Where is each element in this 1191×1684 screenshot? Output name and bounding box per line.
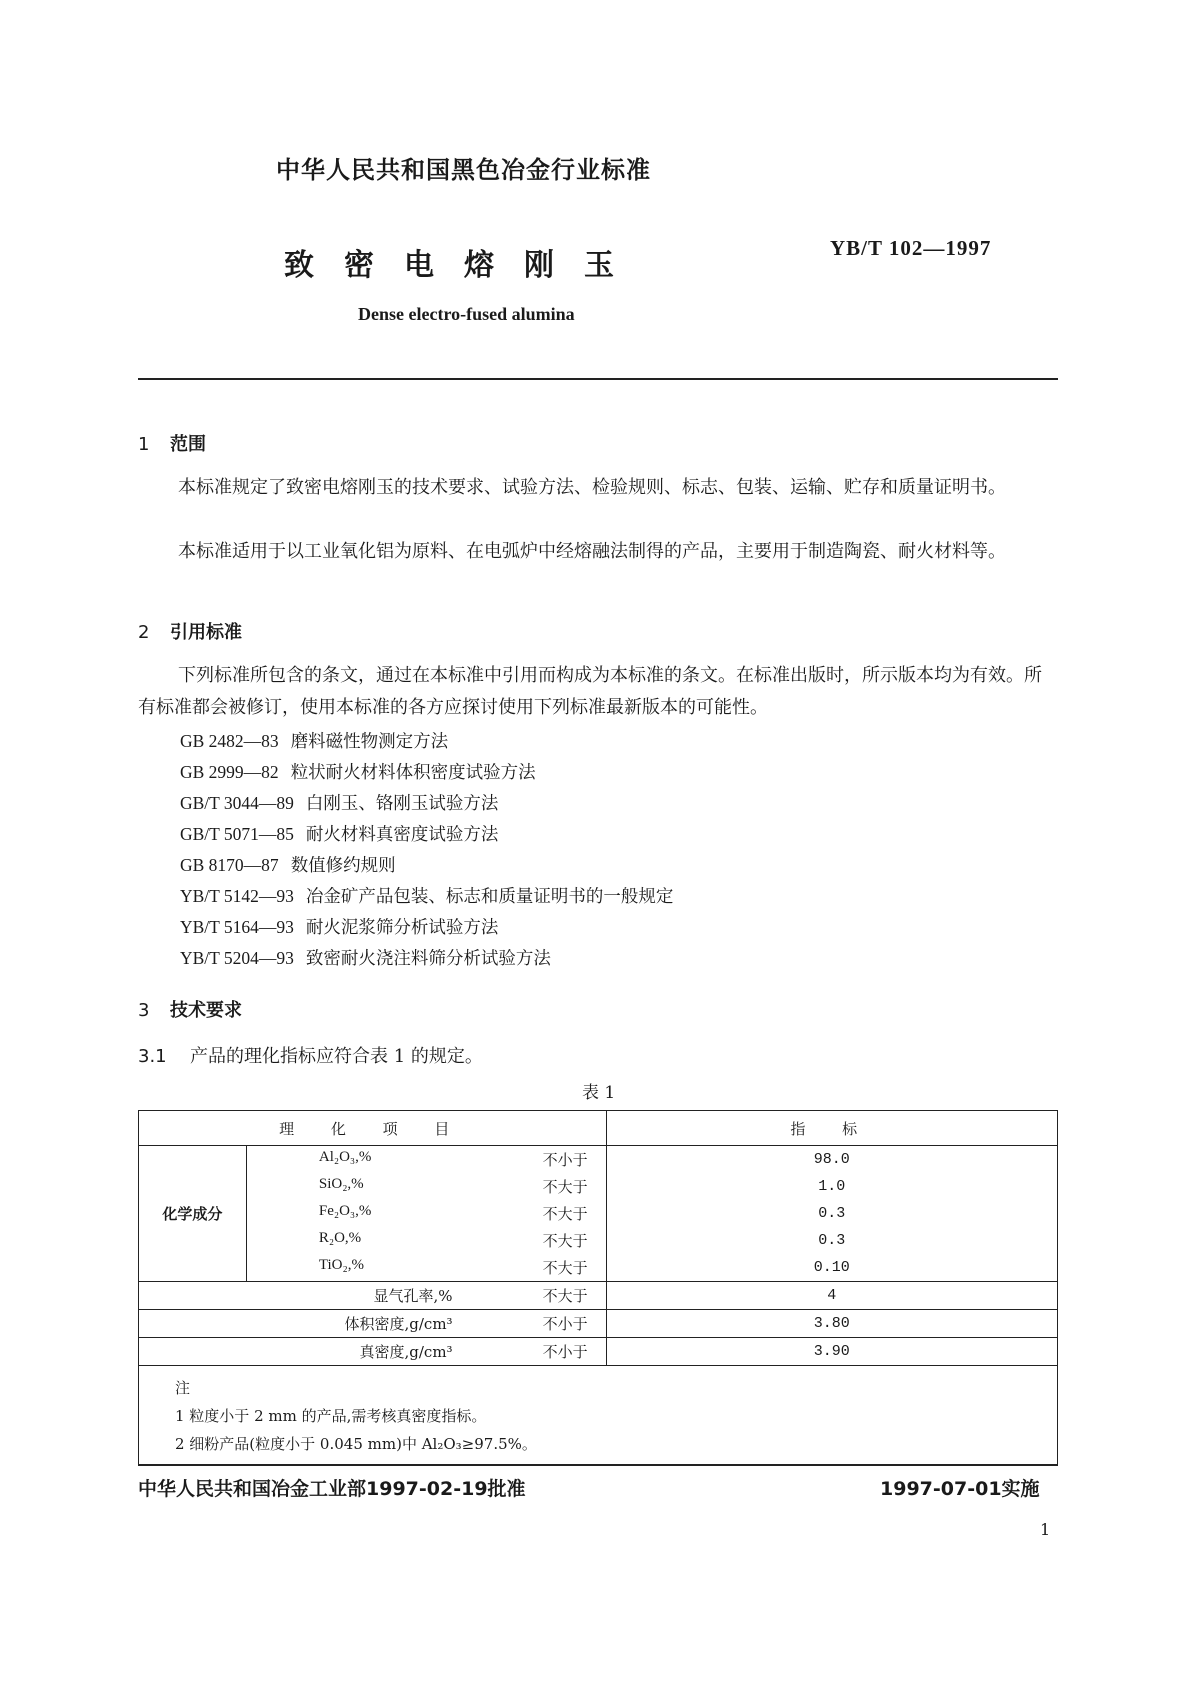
reference-item: [180, 914, 498, 939]
clause-text: 产品的理化指标应符合表 1 的规定。: [190, 1046, 483, 1067]
section-number: 2: [138, 622, 150, 643]
item-limit: 不大于: [542, 1232, 588, 1250]
reference-code: YB/T 5204—93: [180, 948, 294, 968]
footer-divider: [138, 1464, 1058, 1466]
value-cell: 3.90: [606, 1338, 1057, 1366]
table-row: [139, 1146, 1058, 1174]
section-3-heading: [138, 996, 242, 1022]
item-name: SiO₂,%: [318, 1176, 364, 1192]
table-row: [139, 1227, 1058, 1254]
item-name: 显气孔率,%: [373, 1287, 453, 1305]
value-cell: 3.80: [606, 1310, 1057, 1338]
reference-code: GB 2999—82: [180, 762, 279, 782]
reference-code: YB/T 5142—93: [180, 886, 294, 906]
item-cell: [139, 1310, 607, 1338]
column-header-value: 指 标: [606, 1111, 1057, 1146]
item-name: Fe₂O₃,%: [318, 1203, 372, 1219]
header-divider: [138, 378, 1058, 380]
item-limit: 不大于: [542, 1287, 588, 1305]
notes-label: 注: [175, 1379, 191, 1397]
page-number: 1: [1040, 1520, 1051, 1539]
section-2-heading: [138, 618, 242, 644]
reference-item: [180, 852, 396, 877]
item-cell: [139, 1338, 607, 1366]
item-cell: [246, 1200, 606, 1227]
value-cell: 0.3: [606, 1200, 1057, 1227]
table-caption: 表 1: [582, 1083, 616, 1103]
item-limit: 不大于: [542, 1178, 588, 1196]
item-name: Al₂O₃,%: [318, 1149, 372, 1165]
item-name: R₂O,%: [318, 1230, 362, 1246]
table-row: [139, 1338, 1058, 1366]
value-cell: 0.3: [606, 1227, 1057, 1254]
table-row: [139, 1200, 1058, 1227]
note-2: 2 细粉产品(粒度小于 0.045 mm)中 Al₂O₃≥97.5%。: [175, 1435, 537, 1453]
reference-code: GB/T 3044—89: [180, 793, 294, 813]
reference-code: GB/T 5071—85: [180, 824, 294, 844]
reference-item: [180, 790, 498, 815]
effective-date: 1997-07-01实施: [880, 1478, 1040, 1500]
table-notes: [139, 1366, 1058, 1465]
section-number: 3: [138, 1000, 150, 1021]
approval-statement: 中华人民共和国冶金工业部1997-02-19批准: [138, 1478, 526, 1500]
value-cell: 98.0: [606, 1146, 1057, 1174]
reference-item: [180, 759, 536, 784]
item-limit: 不小于: [542, 1315, 588, 1333]
item-cell: [246, 1146, 606, 1174]
reference-title: 粒状耐火材料体积密度试验方法: [290, 763, 536, 783]
section-title: 范围: [170, 434, 206, 455]
reference-code: YB/T 5164—93: [180, 917, 294, 937]
section-1-heading: [138, 430, 206, 456]
section-1-paragraph-2: 本标准适用于以工业氧化铝为原料、在电弧炉中经熔融法制得的产品，主要用于制造陶瓷、耐火材料等。: [178, 541, 1006, 562]
section-1-paragraph-1: 本标准规定了致密电熔刚玉的技术要求、试验方法、检验规则、标志、包装、运输、贮存和质量证明书。: [178, 477, 1006, 498]
section-title: 技术要求: [170, 1000, 242, 1021]
table-row: [139, 1310, 1058, 1338]
value-cell: 4: [606, 1282, 1057, 1310]
value-cell: 0.10: [606, 1254, 1057, 1282]
reference-title: 致密耐火浇注料筛分析试验方法: [305, 949, 551, 969]
item-cell: [139, 1282, 607, 1310]
section-number: 1: [138, 434, 150, 455]
item-cell: [246, 1254, 606, 1282]
reference-code: GB 2482—83: [180, 731, 279, 751]
table-row: [139, 1282, 1058, 1310]
reference-title: 耐火材料真密度试验方法: [305, 825, 499, 845]
reference-item: [180, 728, 448, 753]
table-row: [139, 1173, 1058, 1200]
reference-title: 冶金矿产品包装、标志和质量证明书的一般规定: [305, 887, 674, 907]
note-1: 1 粒度小于 2 mm 的产品,需考核真密度指标。: [175, 1407, 487, 1425]
column-header-item: 理 化 项 目: [139, 1111, 607, 1146]
table-row: [139, 1254, 1058, 1282]
properties-table: [138, 1110, 1058, 1465]
reference-title: 数值修约规则: [290, 856, 396, 876]
standard-code: YB/T 102—1997: [830, 236, 992, 260]
reference-item: [180, 945, 551, 970]
item-limit: 不大于: [542, 1259, 588, 1277]
reference-code: GB 8170—87: [180, 855, 279, 875]
item-limit: 不大于: [542, 1205, 588, 1223]
standard-issuer: 中华人民共和国黑色冶金行业标准: [276, 156, 651, 184]
table-header-row: [139, 1111, 1058, 1146]
clause-number: 3.1: [138, 1046, 167, 1067]
category-cell: 化学成分: [139, 1146, 247, 1282]
reference-item: [180, 883, 673, 908]
reference-title: 白刚玉、铬刚玉试验方法: [305, 794, 499, 814]
item-limit: 不小于: [542, 1343, 588, 1361]
item-limit: 不小于: [542, 1151, 588, 1169]
clause-3-1: [138, 1042, 483, 1068]
value-cell: 1.0: [606, 1173, 1057, 1200]
reference-item: [180, 821, 498, 846]
reference-title: 耐火泥浆筛分析试验方法: [305, 918, 499, 938]
document-title-cn: 致密电熔刚玉: [284, 248, 644, 283]
item-name: 体积密度,g/cm³: [344, 1315, 453, 1333]
section-2-paragraph-1: 下列标准所包含的条文，通过在本标准中引用而构成为本标准的条文。在标准出版时，所示版本均为有效。所有标准都会被修订，使用本标准的各方应探讨使用下列标准最新版本的可能性。: [138, 665, 1042, 718]
item-name: TiO₂,%: [318, 1257, 364, 1273]
reference-title: 磨料磁性物测定方法: [290, 732, 449, 752]
item-name: 真密度,g/cm³: [359, 1343, 453, 1361]
table-notes-row: [139, 1366, 1058, 1465]
document-title-en: Dense electro-fused alumina: [358, 304, 575, 324]
item-cell: [246, 1173, 606, 1200]
section-title: 引用标准: [170, 622, 242, 643]
item-cell: [246, 1227, 606, 1254]
